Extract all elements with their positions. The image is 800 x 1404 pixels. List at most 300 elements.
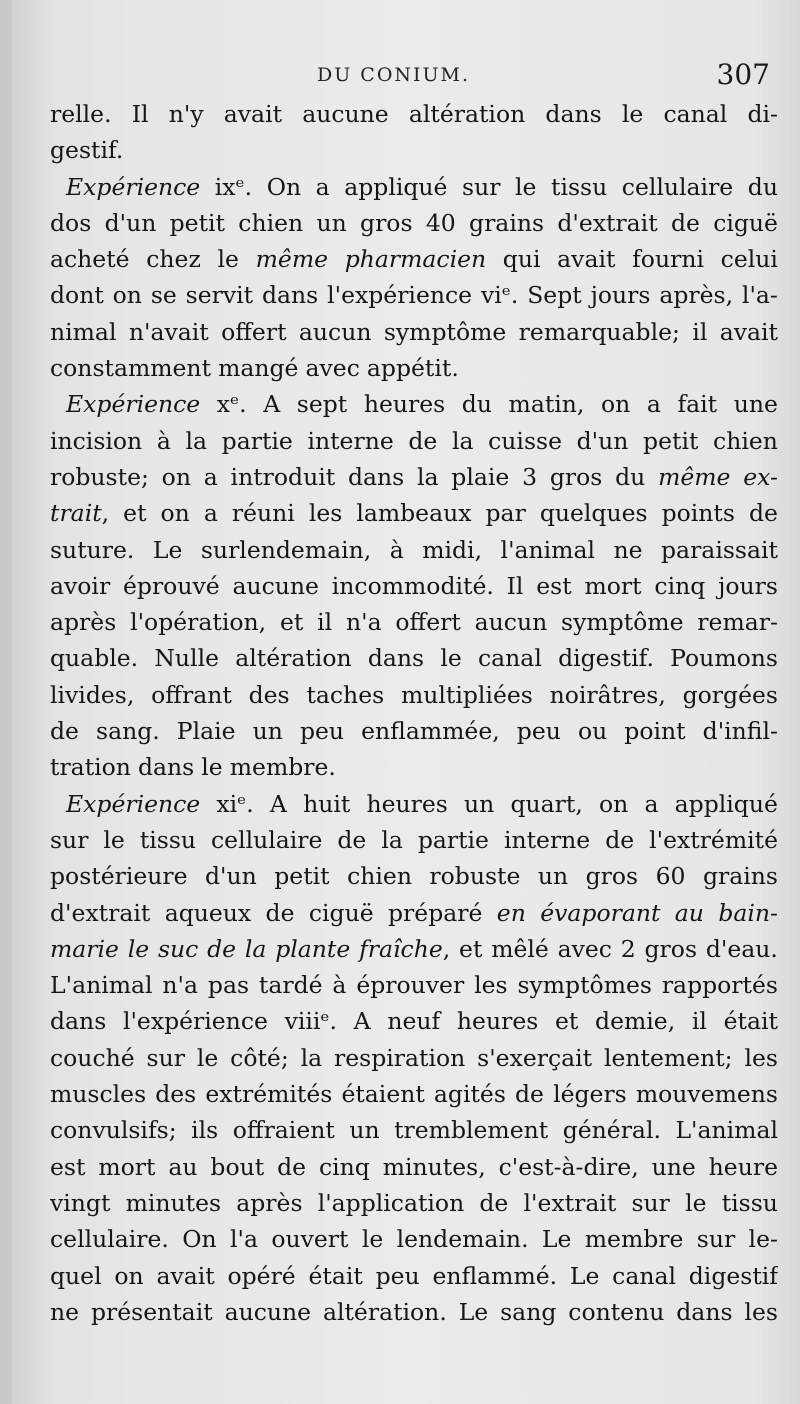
- word: de: [748, 499, 778, 528]
- word: paraissait: [661, 535, 778, 564]
- word: chez: [146, 245, 201, 274]
- word: offert: [395, 608, 461, 637]
- word: neuf: [387, 1007, 441, 1036]
- word: surlendemain,: [200, 535, 372, 564]
- word: multipliées: [400, 680, 533, 709]
- text-line: [50, 423, 778, 459]
- word: l'extrait: [523, 1188, 617, 1217]
- word: avait: [223, 100, 283, 128]
- word: altération: [408, 100, 526, 128]
- word: cellulaire: [211, 825, 323, 854]
- word: incision: [50, 426, 143, 455]
- word: ou: [577, 717, 608, 746]
- word: acheté: [50, 245, 130, 274]
- word: n'y: [168, 100, 204, 128]
- word: sur: [462, 172, 501, 201]
- word: de: [265, 898, 295, 927]
- word: lentement;: [603, 1043, 733, 1072]
- word: avait: [156, 1261, 215, 1290]
- word: Il: [506, 571, 524, 600]
- text-line: [50, 132, 778, 168]
- word: des: [248, 680, 290, 709]
- word: grains: [702, 862, 778, 891]
- word: plante: [275, 934, 351, 963]
- word: sur: [146, 1043, 185, 1072]
- text-line: [50, 205, 778, 241]
- word: appliqué: [344, 172, 448, 201]
- word: appliqué: [674, 789, 778, 818]
- word: altération: [235, 644, 352, 673]
- word: peu: [299, 717, 345, 746]
- word: sur: [50, 825, 89, 854]
- word: est: [536, 571, 572, 600]
- word: matin,: [508, 390, 585, 419]
- word: sang.: [96, 717, 160, 746]
- word: dans: [50, 1007, 107, 1036]
- word: du: [461, 390, 492, 419]
- word: jours: [590, 281, 651, 310]
- word: relle.: [50, 100, 112, 128]
- text-line: [50, 1294, 778, 1330]
- word: points: [661, 499, 735, 528]
- word: d'extrait: [557, 208, 658, 237]
- word: le: [515, 172, 537, 201]
- word: on: [112, 281, 142, 310]
- word: nimal: [50, 317, 117, 346]
- word: Plaie: [176, 717, 236, 746]
- word: de: [277, 1152, 307, 1181]
- word: jours: [718, 571, 778, 600]
- word: petit: [274, 862, 330, 891]
- word: il: [317, 608, 333, 637]
- word: constamment: [50, 354, 212, 383]
- word: n'a: [345, 608, 382, 637]
- word: 2: [620, 934, 636, 963]
- word: offrant: [151, 680, 232, 709]
- word: vingt: [50, 1188, 111, 1217]
- word: trait,: [50, 499, 110, 528]
- word: la: [416, 462, 439, 491]
- word: il: [692, 317, 708, 346]
- word: d'un: [104, 208, 157, 237]
- word: demie,: [595, 1007, 676, 1036]
- word: même: [255, 245, 329, 274]
- word: suc: [157, 934, 199, 963]
- word: minutes: [125, 1188, 222, 1217]
- word: l'expérience: [327, 281, 473, 310]
- word: peu: [375, 1261, 420, 1290]
- word: suture.: [50, 535, 135, 564]
- word: au: [168, 1152, 198, 1181]
- word: le: [621, 100, 644, 128]
- word: aucune: [232, 571, 319, 600]
- word: Expérience: [66, 390, 201, 419]
- word: appétit.: [366, 354, 459, 383]
- word: le: [361, 1225, 384, 1254]
- text-line: [50, 640, 778, 676]
- text-line: [50, 604, 778, 640]
- word: un: [316, 208, 347, 237]
- text-line: [50, 459, 778, 495]
- word: gros: [644, 934, 698, 963]
- word: était: [723, 1007, 778, 1036]
- word: même: [658, 462, 731, 491]
- word: du: [615, 462, 646, 491]
- word: à: [156, 426, 171, 455]
- word: d'infil-: [702, 717, 778, 746]
- word: la: [185, 426, 208, 455]
- word: partie: [221, 426, 293, 455]
- word: dans: [137, 753, 195, 782]
- word: livides,: [50, 680, 135, 709]
- word: convulsifs;: [50, 1116, 177, 1145]
- word: la: [244, 934, 267, 963]
- word: on: [161, 462, 191, 491]
- word: le: [217, 245, 239, 274]
- word: dont: [50, 281, 104, 310]
- word: fraîche,: [359, 934, 451, 963]
- word: mouvemens: [635, 1080, 778, 1109]
- word: avec: [557, 934, 612, 963]
- word: aqueux: [164, 898, 252, 927]
- word: éprouver: [356, 971, 465, 1000]
- word: était: [308, 1261, 363, 1290]
- word: pharmacien: [344, 245, 487, 274]
- word: et: [554, 1007, 579, 1036]
- word: postérieure: [50, 862, 188, 891]
- word: un: [537, 862, 569, 891]
- word: 40: [425, 208, 456, 237]
- word: cellulaire.: [50, 1225, 169, 1254]
- word: membre.: [229, 753, 336, 782]
- word: sang: [500, 1297, 557, 1326]
- word: 60: [655, 862, 686, 891]
- word: fourni: [632, 245, 704, 274]
- word: tration: [50, 753, 131, 782]
- word: Le: [458, 1297, 489, 1326]
- word: canal: [663, 100, 728, 128]
- word: et: [123, 499, 147, 528]
- word: Le: [541, 1225, 572, 1254]
- word: incommodité.: [331, 571, 494, 600]
- word: on: [114, 1261, 144, 1290]
- word: évaporant: [540, 898, 661, 927]
- word: gros: [549, 462, 603, 491]
- word: tissu: [721, 1188, 778, 1217]
- word: tissu: [551, 172, 608, 201]
- word: heures: [456, 1007, 539, 1036]
- text-line: [50, 1185, 778, 1221]
- word: petit: [643, 426, 699, 455]
- word: général.: [562, 1116, 661, 1145]
- word: gorgées: [682, 680, 778, 709]
- word: bain-: [718, 898, 778, 927]
- word: tardé: [258, 971, 323, 1000]
- word: A: [353, 1007, 371, 1036]
- word: robuste: [429, 862, 521, 891]
- word: de: [50, 717, 79, 746]
- word: ex-: [743, 462, 778, 491]
- word: le: [440, 644, 462, 673]
- word: huit: [303, 789, 351, 818]
- page-number: 307: [716, 58, 770, 91]
- word: pas: [207, 971, 250, 1000]
- word: Sept: [527, 281, 582, 310]
- word: On: [266, 172, 302, 201]
- word: aucun: [298, 317, 372, 346]
- word: symptôme: [383, 317, 507, 346]
- word: dans: [347, 462, 405, 491]
- word: de: [515, 1080, 544, 1109]
- word: couché: [50, 1043, 135, 1072]
- word: se: [150, 281, 177, 310]
- word: l'animal: [500, 535, 595, 564]
- word: et: [459, 934, 483, 963]
- word: dans: [676, 1297, 733, 1326]
- word: une: [733, 390, 778, 419]
- word: interne: [307, 426, 394, 455]
- word: mêlé: [491, 934, 549, 963]
- word: robuste;: [50, 462, 149, 491]
- word: l'expérience: [122, 1007, 268, 1036]
- word: on: [600, 390, 631, 419]
- word: d'eau.: [705, 934, 778, 963]
- word: enflammée,: [361, 717, 500, 746]
- word: muscles: [50, 1080, 147, 1109]
- word: cinq: [318, 1152, 370, 1181]
- word: étaient: [341, 1080, 425, 1109]
- word: heure: [708, 1152, 778, 1181]
- word: gestif.: [50, 136, 124, 165]
- word: a: [203, 462, 218, 491]
- word: servit: [185, 281, 254, 310]
- word: aucune: [224, 1297, 312, 1326]
- word: Le: [569, 1261, 600, 1290]
- word: fait: [677, 390, 718, 419]
- word: Poumons: [670, 644, 778, 673]
- running-head: DU CONIUM.: [317, 64, 471, 86]
- word: dans: [261, 281, 319, 310]
- text-line: [50, 277, 778, 313]
- word: agités: [433, 1080, 506, 1109]
- word: n'avait: [128, 317, 209, 346]
- text-line: [50, 1221, 778, 1257]
- word: tremblement: [394, 1116, 549, 1145]
- text-line: [50, 532, 778, 568]
- text-line: [50, 350, 778, 386]
- word: digestif: [688, 1261, 778, 1290]
- word: éprouvé: [123, 571, 220, 600]
- word: l'extrémité: [649, 825, 778, 854]
- word: Expérience: [66, 789, 201, 818]
- word: peu: [516, 717, 561, 746]
- word: Expérience: [66, 172, 201, 201]
- word: les: [308, 499, 343, 528]
- word: L'animal: [675, 1116, 778, 1145]
- word: le-: [748, 1225, 778, 1254]
- word: un: [252, 717, 283, 746]
- word: au: [674, 898, 704, 927]
- word: en: [496, 898, 526, 927]
- text-line: [50, 241, 778, 277]
- word: ils: [191, 1116, 219, 1145]
- word: enflammé.: [432, 1261, 558, 1290]
- word: par: [485, 499, 526, 528]
- word: extrémités: [205, 1080, 333, 1109]
- word: dans: [545, 100, 602, 128]
- word: d'extrait: [50, 898, 151, 927]
- word: canal: [612, 1261, 676, 1290]
- text-line: [50, 314, 778, 350]
- word: heures: [363, 390, 446, 419]
- word: noirâtres,: [549, 680, 666, 709]
- word: à: [389, 535, 404, 564]
- word: grains: [469, 208, 545, 237]
- text-line: [50, 677, 778, 713]
- word: mangé: [218, 354, 299, 383]
- word: un: [349, 1116, 380, 1145]
- word: gros: [360, 208, 413, 237]
- word: remar-: [697, 608, 778, 637]
- word: les: [744, 1297, 778, 1326]
- word: ciguë: [713, 208, 778, 237]
- word: offert: [221, 317, 287, 346]
- word: quel: [50, 1261, 102, 1290]
- word: viᵉ.: [480, 281, 519, 310]
- word: du: [747, 172, 778, 201]
- page-header: [12, 58, 800, 98]
- word: qui: [502, 245, 541, 274]
- word: on: [599, 789, 629, 818]
- text-line: [50, 1149, 778, 1185]
- word: de: [207, 934, 237, 963]
- text-line: [50, 169, 778, 205]
- book-page: [12, 0, 800, 1404]
- word: a: [644, 789, 659, 818]
- word: d'un: [576, 426, 629, 455]
- word: marie: [50, 934, 119, 963]
- word: après,: [659, 281, 734, 310]
- word: tissu: [139, 825, 197, 854]
- word: taches: [306, 680, 385, 709]
- word: cuisse: [488, 426, 562, 455]
- word: A: [263, 390, 281, 419]
- word: c'est-à-dire,: [498, 1152, 639, 1181]
- word: l'a-: [741, 281, 778, 310]
- word: minutes,: [382, 1152, 486, 1181]
- word: introduit: [230, 462, 336, 491]
- text-line: [50, 713, 778, 749]
- word: Nulle: [154, 644, 219, 673]
- word: quable.: [50, 644, 139, 673]
- word: altération.: [322, 1297, 447, 1326]
- word: de: [605, 825, 635, 854]
- word: ne: [613, 535, 643, 564]
- text-line: [50, 749, 778, 785]
- word: ciguë: [308, 898, 374, 927]
- word: des: [155, 1080, 197, 1109]
- word: préparé: [388, 898, 483, 927]
- word: xiᵉ.: [216, 789, 254, 818]
- word: présentait: [90, 1297, 213, 1326]
- text-line: [50, 1003, 778, 1039]
- word: L'animal: [50, 971, 153, 1000]
- word: sur: [631, 1188, 670, 1217]
- word: la: [381, 825, 403, 854]
- word: A: [269, 789, 287, 818]
- word: légers: [553, 1080, 627, 1109]
- word: canal: [478, 644, 542, 673]
- word: offraient: [232, 1116, 335, 1145]
- word: quelques: [539, 499, 648, 528]
- word: petit: [169, 208, 225, 237]
- word: la: [451, 426, 474, 455]
- word: après: [236, 1188, 303, 1217]
- word: lambeaux: [356, 499, 472, 528]
- text-line: [50, 822, 778, 858]
- word: mort: [98, 1152, 156, 1181]
- word: cellulaire: [621, 172, 734, 201]
- word: les: [474, 971, 508, 1000]
- word: a: [203, 499, 218, 528]
- word: di-: [747, 100, 778, 128]
- word: dans: [367, 644, 425, 673]
- word: celui: [720, 245, 778, 274]
- word: symptôme: [561, 608, 684, 637]
- word: avoir: [50, 571, 111, 600]
- word: gros: [585, 862, 639, 891]
- word: un: [464, 789, 495, 818]
- word: l'opération,: [130, 608, 267, 637]
- word: est: [50, 1152, 86, 1181]
- word: Le: [152, 535, 183, 564]
- word: ne: [50, 1297, 80, 1326]
- word: s'exerçait: [477, 1043, 593, 1072]
- text-line: [50, 1258, 778, 1294]
- word: a: [646, 390, 661, 419]
- word: une: [651, 1152, 696, 1181]
- word: ouvert: [271, 1225, 349, 1254]
- word: membre: [584, 1225, 684, 1254]
- text-line: [50, 568, 778, 604]
- text-line: [50, 1076, 778, 1112]
- word: ixᵉ.: [214, 172, 253, 201]
- text-line: [50, 96, 778, 132]
- word: l'application: [317, 1188, 465, 1217]
- word: sur: [696, 1225, 736, 1254]
- word: midi,: [422, 535, 483, 564]
- word: symptômes: [517, 971, 652, 1000]
- text-line: [50, 1112, 778, 1148]
- word: il: [691, 1007, 707, 1036]
- word: après: [50, 608, 117, 637]
- word: Il: [131, 100, 149, 128]
- word: contenu: [568, 1297, 665, 1326]
- word: bout: [210, 1152, 265, 1181]
- word: cinq: [654, 571, 706, 600]
- word: On: [182, 1225, 217, 1254]
- word: de: [670, 208, 700, 237]
- word: de: [337, 825, 367, 854]
- word: mort: [584, 571, 642, 600]
- text-line: [50, 386, 778, 422]
- word: a: [315, 172, 330, 201]
- text-line: [50, 1040, 778, 1076]
- word: chien: [238, 208, 304, 237]
- word: digestif.: [558, 644, 654, 673]
- word: rapportés: [661, 971, 778, 1000]
- word: respiration: [334, 1043, 466, 1072]
